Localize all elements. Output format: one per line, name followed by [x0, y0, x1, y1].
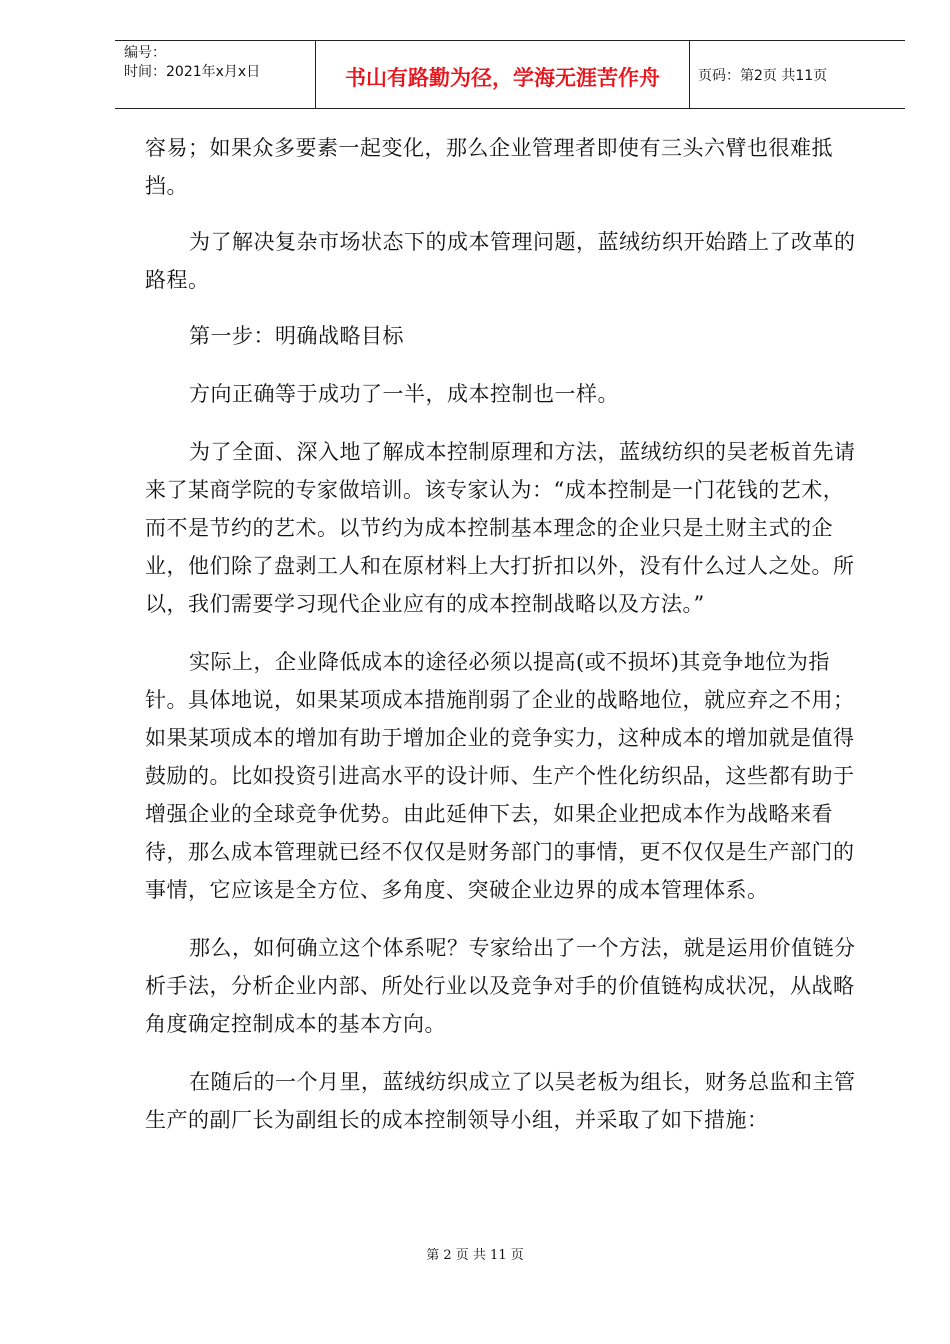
document-date-label: 时间：2021年x月x日	[124, 64, 261, 80]
paragraph: 为了全面、深入地了解成本控制原理和方法，蓝绒纺织的吴老板首先请来了某商学院的专家做培训。该专家认为：“成本控制是一门花钱的艺术，而不是节约的艺术。以节约为成本控制基本理念的企业只是土财主式的企业，他们除了盘剥工人和在原材料上大打折扣以外，没有什么过人之处。所以，我们需要学习现代企业应有的成本控制战略以及方法。”	[145, 440, 856, 616]
document-body	[145, 129, 860, 1139]
page-footer: 第 2 页 共 11 页	[426, 1248, 524, 1263]
paragraph: 为了解决复杂市场状态下的成本管理问题，蓝绒纺织开始踏上了改革的路程。	[145, 230, 856, 292]
header-motto: 书山有路勤为径，学海无涯苦作舟	[345, 66, 660, 90]
section-heading: 第一步：明确战略目标	[189, 324, 404, 348]
header-meta-cell	[115, 41, 316, 108]
page-header	[115, 40, 905, 109]
document-number-label: 编号：	[124, 45, 166, 61]
header-page-info: 页码：第2页 共11页	[698, 68, 828, 84]
paragraph: 方向正确等于成功了一半，成本控制也一样。	[189, 382, 619, 406]
paragraph-continuation: 容易；如果众多要素一起变化，那么企业管理者即使有三头六臂也很难抵挡。	[145, 136, 833, 198]
paragraph: 实际上，企业降低成本的途径必须以提高(或不损坏)其竞争地位为指针。具体地说，如果某项成本措施削弱了企业的战略地位，就应弃之不用；如果某项成本的增加有助于增加企业的竞争实力，这种成本的增加就是值得鼓励的。比如投资引进高水平的设计师、生产个性化纺织品，这些都有助于增强企业的全球竞争优势。由此延伸下去，如果企业把成本作为战略来看待，那么成本管理就已经不仅仅是财务部门的事情，更不仅仅是生产部门的事情，它应该是全方位、多角度、突破企业边界的成本管理体系。	[145, 650, 855, 902]
paragraph: 在随后的一个月里，蓝绒纺织成立了以吴老板为组长，财务总监和主管生产的副厂长为副组长的成本控制领导小组，并采取了如下措施：	[145, 1070, 856, 1132]
header-page-cell	[690, 41, 905, 108]
header-motto-cell	[316, 41, 690, 108]
paragraph: 那么，如何确立这个体系呢？专家给出了一个方法，就是运用价值链分析手法，分析企业内部、所处行业以及竞争对手的价值链构成状况，从战略角度确定控制成本的基本方向。	[145, 936, 856, 1036]
